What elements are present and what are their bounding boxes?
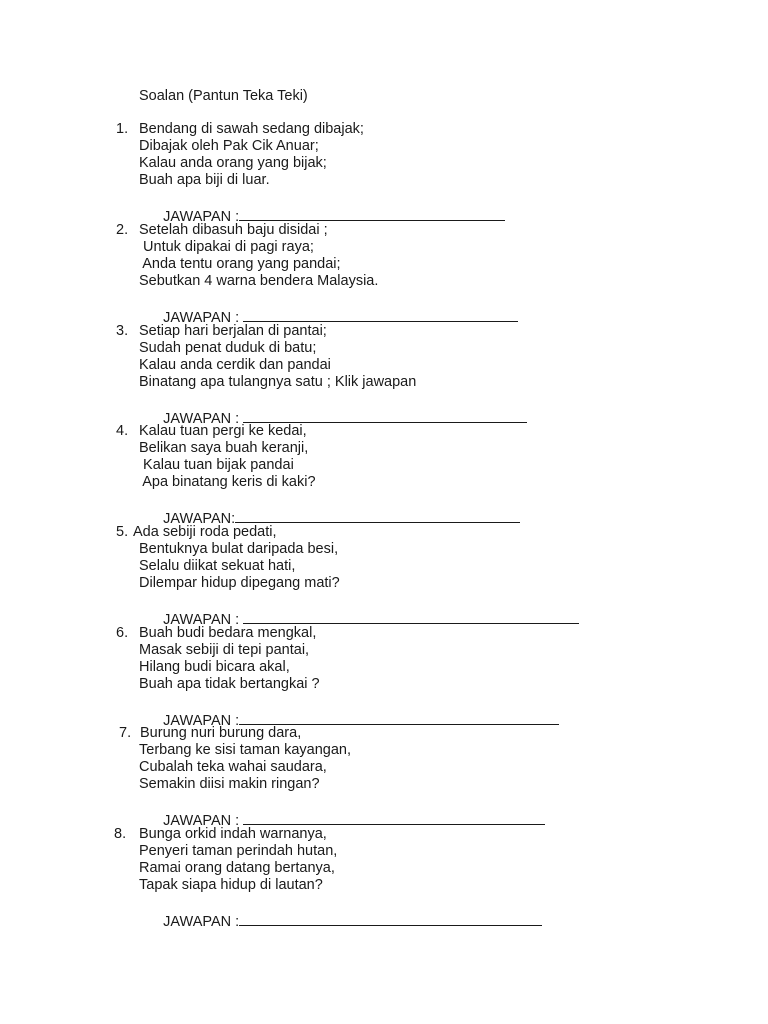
- pantun-line: Ramai orang datang bertanya,: [139, 860, 335, 876]
- pantun-line: Buah budi bedara mengkal,: [139, 625, 317, 641]
- pantun-line: Ada sebiji roda pedati,: [133, 524, 277, 540]
- document-title: Soalan (Pantun Teka Teki): [139, 88, 308, 104]
- answer-blank[interactable]: [239, 206, 505, 221]
- pantun-line: Buah apa tidak bertangkai ?: [139, 676, 320, 692]
- answer-label: JAWAPAN :: [163, 310, 244, 326]
- pantun-line: Setelah dibasuh baju disidai ;: [139, 222, 328, 238]
- pantun-line: Masak sebiji di tepi pantai,: [139, 642, 310, 658]
- answer-label: JAWAPAN :: [163, 411, 244, 427]
- answer-blank[interactable]: [243, 307, 518, 322]
- question-number: 8.: [114, 826, 127, 842]
- answer-label: JAWAPAN:: [163, 511, 236, 527]
- pantun-line: Bentuknya bulat daripada besi,: [139, 541, 339, 557]
- question-number: 3.: [116, 323, 129, 339]
- pantun-line: Cubalah teka wahai saudara,: [139, 759, 327, 775]
- question-number: 1.: [116, 121, 129, 137]
- answer-label: JAWAPAN :: [163, 713, 240, 729]
- pantun-line: Belikan saya buah keranji,: [139, 440, 309, 456]
- pantun-line: Hilang budi bicara akal,: [139, 659, 290, 675]
- answer-blank[interactable]: [239, 710, 559, 725]
- pantun-line: Dilempar hidup dipegang mati?: [139, 575, 340, 591]
- pantun-line: Apa binatang keris di kaki?: [139, 474, 316, 490]
- pantun-line: Dibajak oleh Pak Cik Anuar;: [139, 138, 319, 154]
- question-number: 2.: [116, 222, 129, 238]
- pantun-line: Binatang apa tulangnya satu ; Klik jawapan: [139, 374, 417, 390]
- answer-blank[interactable]: [235, 508, 520, 523]
- pantun-line: Untuk dipakai di pagi raya;: [139, 239, 314, 255]
- answer-row: [139, 894, 542, 948]
- answer-blank[interactable]: [243, 609, 579, 624]
- pantun-line: Kalau tuan pergi ke kedai,: [139, 423, 307, 439]
- pantun-line: Anda tentu orang yang pandai;: [139, 256, 341, 272]
- pantun-line: Sebutkan 4 warna bendera Malaysia.: [139, 273, 379, 289]
- pantun-line: Setiap hari berjalan di pantai;: [139, 323, 327, 339]
- pantun-line: Burung nuri burung dara,: [140, 725, 302, 741]
- pantun-line: Buah apa biji di luar.: [139, 172, 270, 188]
- question-number: 4.: [116, 423, 129, 439]
- answer-label: JAWAPAN :: [163, 914, 240, 930]
- pantun-line: Bunga orkid indah warnanya,: [139, 826, 327, 842]
- answer-blank[interactable]: [243, 810, 545, 825]
- pantun-line: Terbang ke sisi taman kayangan,: [139, 742, 351, 758]
- answer-label: JAWAPAN :: [163, 209, 240, 225]
- pantun-line: Tapak siapa hidup di lautan?: [139, 877, 323, 893]
- question-number: 6.: [116, 625, 129, 641]
- answer-blank[interactable]: [239, 911, 542, 926]
- pantun-line: Bendang di sawah sedang dibajak;: [139, 121, 364, 137]
- pantun-line: Sudah penat duduk di batu;: [139, 340, 317, 356]
- pantun-line: Kalau tuan bijak pandai: [139, 457, 294, 473]
- pantun-line: Selalu diikat sekuat hati,: [139, 558, 296, 574]
- question-number: 5.: [116, 524, 129, 540]
- pantun-line: Semakin diisi makin ringan?: [139, 776, 320, 792]
- pantun-line: Kalau anda cerdik dan pandai: [139, 357, 331, 373]
- question-number: 7.: [119, 725, 132, 741]
- answer-label: JAWAPAN :: [163, 612, 244, 628]
- answer-label: JAWAPAN :: [163, 813, 244, 829]
- pantun-line: Kalau anda orang yang bijak;: [139, 155, 327, 171]
- pantun-line: Penyeri taman perindah hutan,: [139, 843, 338, 859]
- answer-blank[interactable]: [243, 408, 527, 423]
